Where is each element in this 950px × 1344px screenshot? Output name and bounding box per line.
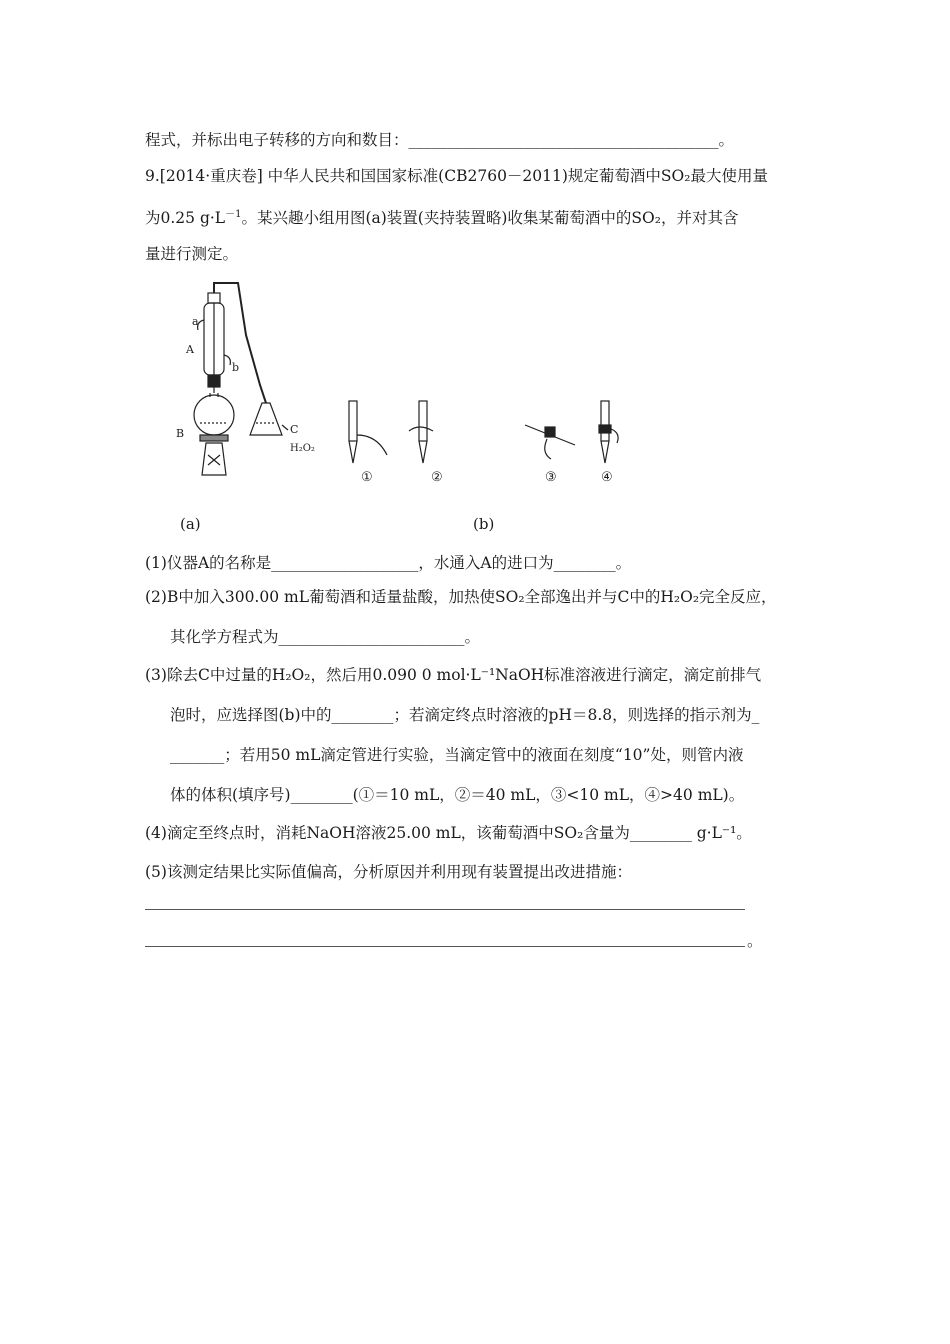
question-1: (1)仪器A的名称是___________________，水通入A的进口为________。 xyxy=(145,554,632,572)
question-3-line-2: 泡时，应选择图(b)中的________；若滴定终点时溶液的pH＝8.8，则选择的指示剂为_ xyxy=(170,706,760,724)
question-2-line-2: 其化学方程式为________________________。 xyxy=(170,628,481,646)
text-line-1: 程式，并标出电子转移的方向和数目：________________________________________。 xyxy=(145,131,735,149)
q9-text-b: 。某兴趣小组用图(a)装置(夹持装置略)收集某葡萄酒中的SO₂，并对其含 xyxy=(241,209,739,227)
label-circle-4: ④ xyxy=(601,470,613,485)
question-9-line-1: 9.[2014·重庆卷] 中华人民共和国国家标准(CB2760－2011)规定葡萄酒中SO₂最大使用量 xyxy=(145,167,768,185)
label-circle-2: ② xyxy=(431,470,443,485)
label-b: b xyxy=(232,361,240,374)
label-B: B xyxy=(176,427,185,440)
q9-text-a: 为0.25 g·L xyxy=(145,209,226,227)
question-9-line-2 xyxy=(145,205,738,228)
question-5: (5)该测定结果比实际值偏高，分析原因并利用现有装置提出改进措施： xyxy=(145,863,632,881)
question-9-line-3: 量进行测定。 xyxy=(145,245,239,263)
question-3-line-4: 体的体积(填序号)________(①＝10 mL，②＝40 mL，③<10 mL，④>40 mL)。 xyxy=(170,786,745,804)
question-4: (4)滴定至终点时，消耗NaOH溶液25.00 mL，该葡萄酒中SO₂含量为________ g·L⁻¹。 xyxy=(145,824,752,842)
label-H2O2: H₂O₂ xyxy=(290,443,315,454)
caption-a: (a) xyxy=(180,515,201,533)
figure-b-burettes xyxy=(335,395,635,495)
label-A: A xyxy=(186,343,194,356)
question-3-line-1: (3)除去C中过量的H₂O₂，然后用0.090 0 mol·L⁻¹NaOH标准溶液进行滴定，滴定前排气 xyxy=(145,666,762,684)
figure-a-apparatus xyxy=(170,275,330,495)
question-2-line-1: (2)B中加入300.00 mL葡萄酒和适量盐酸，加热使SO₂全部逸出并与C中的H₂O₂完全反应， xyxy=(145,588,777,606)
caption-b: (b) xyxy=(473,515,495,533)
label-a: a xyxy=(192,315,199,328)
label-C: C xyxy=(290,423,299,436)
answer-line-1 xyxy=(145,909,745,910)
end-period: 。 xyxy=(747,932,763,950)
q9-superscript: －1 xyxy=(225,209,242,220)
label-circle-3: ③ xyxy=(545,470,557,485)
label-circle-1: ① xyxy=(361,470,373,485)
question-3-line-3: _______；若用50 mL滴定管进行实验，当滴定管中的液面在刻度“10”处，则管内液 xyxy=(170,746,744,764)
answer-line-2 xyxy=(145,946,745,947)
